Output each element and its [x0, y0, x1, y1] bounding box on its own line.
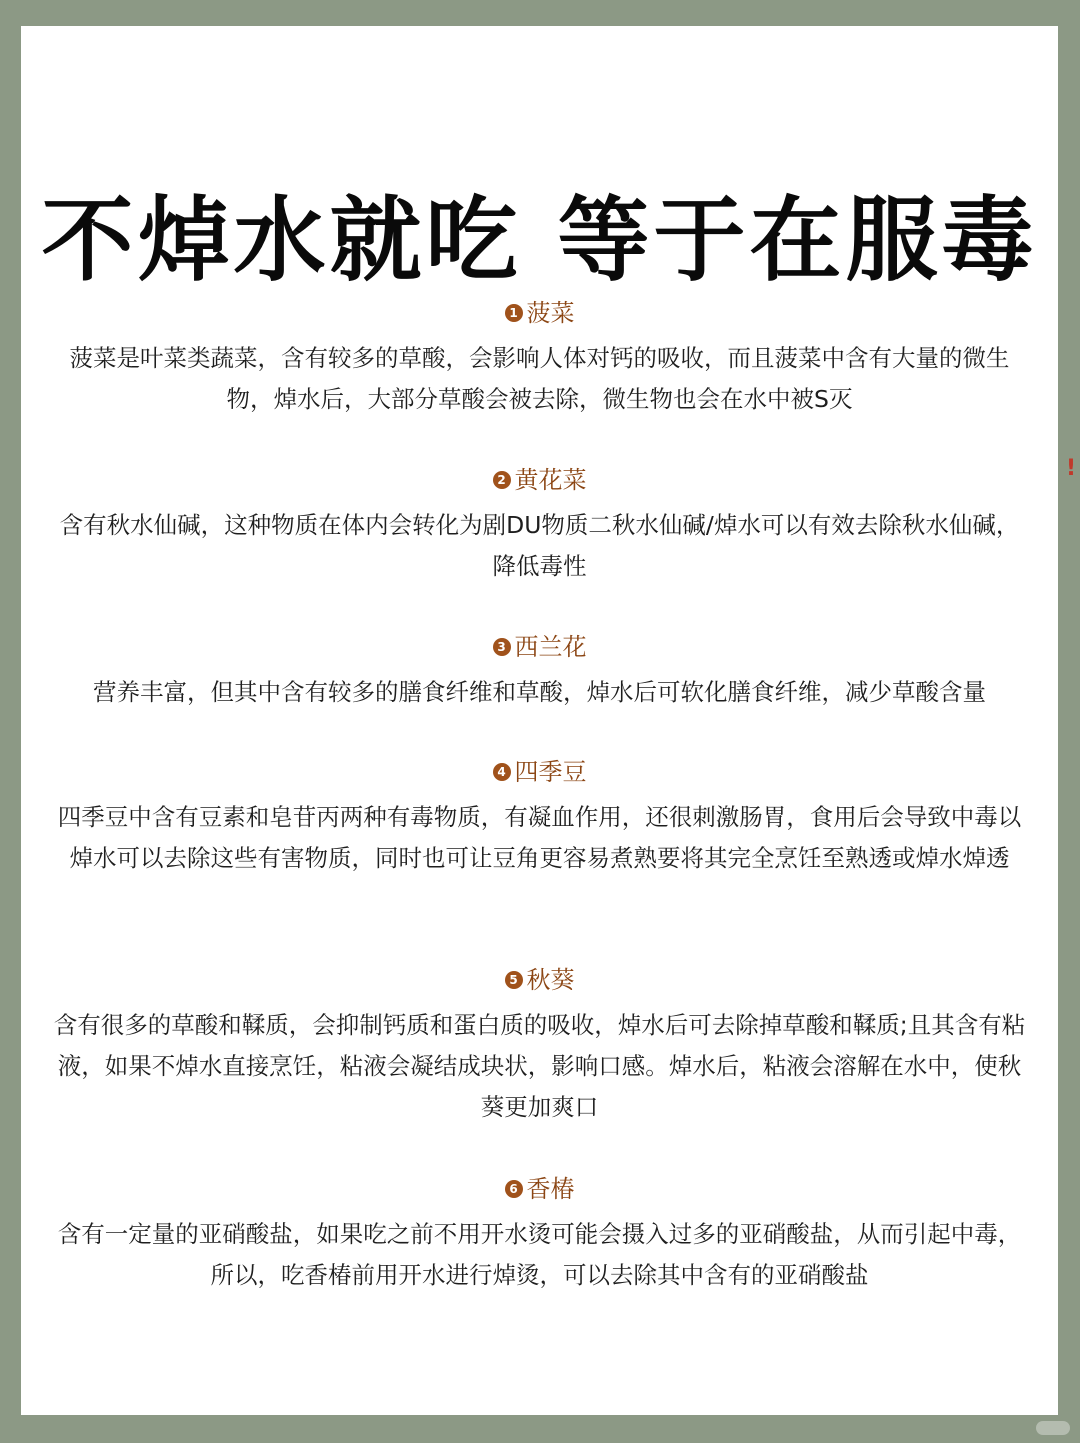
- section-green-beans: [51, 757, 1028, 879]
- section-title: 香椿: [526, 1175, 575, 1203]
- section-heading: [51, 298, 1028, 328]
- number-badge: 1: [505, 304, 523, 322]
- section-spinach: [51, 298, 1028, 420]
- number-badge: 3: [493, 638, 511, 656]
- section-okra: [51, 965, 1028, 1128]
- section-text: 含有一定量的亚硝酸盐，如果吃之前不用开水烫可能会摄入过多的亚硝酸盐，从而引起中毒，所以，吃香椿前用开水进行焯烫，可以去除其中含有的亚硝酸盐: [57, 1220, 1022, 1289]
- section-heading: [51, 465, 1028, 495]
- number-badge: 2: [493, 471, 511, 489]
- section-title: 秋葵: [526, 966, 575, 994]
- section-text: 四季豆中含有豆素和皂苷丙两种有毒物质，有凝血作用，还很刺激肠胃，食用后会导致中毒以焯水可以去除这些有害物质，同时也可让豆角更容易煮熟要将其完全烹饪至熟透或焯水焯透: [57, 803, 1022, 872]
- watermark: [1036, 1421, 1070, 1435]
- number-badge: 6: [505, 1180, 523, 1198]
- section-title: 四季豆: [514, 758, 587, 786]
- section-title: 黄花菜: [514, 466, 587, 494]
- section-text: 菠菜是叶菜类蔬菜，含有较多的草酸，会影响人体对钙的吸收，而且菠菜中含有大量的微生物，焯水后，大部分草酸会被去除，微生物也会在水中被S灭: [69, 344, 1010, 413]
- section-text: 含有很多的草酸和鞣质，会抑制钙质和蛋白质的吸收，焯水后可去除掉草酸和鞣质;且其含有粘液，如果不焯水直接烹饪，粘液会凝结成块状，影响口感。焯水后，粘液会溶解在水中，使秋葵更加爽口: [53, 1011, 1026, 1121]
- page-title: 不焯水就吃 等于在服毒: [41, 187, 1038, 294]
- number-badge: 5: [505, 971, 523, 989]
- section-heading: [51, 965, 1028, 995]
- section-text: 含有秋水仙碱，这种物质在体内会转化为剧DU物质二秋水仙碱/焯水可以有效去除秋水仙碱，降低毒性: [59, 511, 1020, 580]
- section-daylily: [51, 465, 1028, 587]
- section-heading: [51, 757, 1028, 787]
- section-title: 西兰花: [514, 633, 587, 661]
- number-badge: 4: [493, 763, 511, 781]
- section-heading: [51, 1174, 1028, 1204]
- section-broccoli: [51, 632, 1028, 713]
- edge-mark: !: [1065, 456, 1076, 481]
- section-text: 营养丰富，但其中含有较多的膳食纤维和草酸，焯水后可软化膳食纤维，减少草酸含量: [93, 678, 986, 706]
- section-toona: [51, 1174, 1028, 1296]
- content-card: [21, 26, 1058, 1415]
- section-title: 菠菜: [526, 299, 575, 327]
- section-heading: [51, 632, 1028, 662]
